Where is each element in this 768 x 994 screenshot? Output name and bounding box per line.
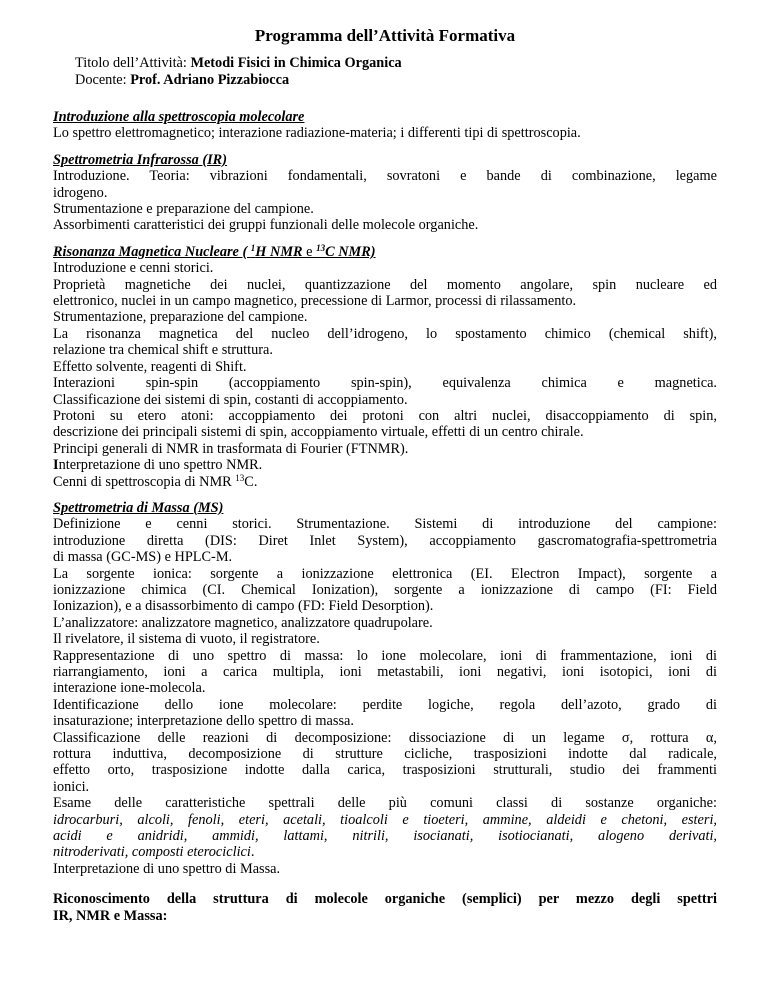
teacher-label: Docente: [75,72,131,88]
text-line: Definizione e cenni storici. Strumentazione. Sistemi di introduzione del campione: [53,516,717,533]
text-line: Proprietà magnetiche dei nuclei, quantizzazione del momento angolare, spin nucleare ed [53,276,717,293]
course-meta [75,55,402,89]
text-line: Effetto solvente, reagenti di Shift. [53,358,247,375]
text-line: Classificazione dei sistemi di spin, costanti di accoppiamento. [53,391,408,408]
section-heading [53,244,717,260]
text-line [53,457,717,473]
text-line: relazione tra chemical shift e struttura. [53,342,273,359]
text-line: interazione ione-molecola. [53,680,206,697]
heading-part: Risonanza Magnetica Nucleare ( [53,243,251,260]
text-line: rottura induttiva, decomposizione di strutture cicliche, trasposizioni indotte dal radicale, [53,746,717,763]
text-line: Identificazione dello ione molecolare: perdite logiche, regola dell’azoto, grado di [53,696,717,713]
text-part: Cenni di spettroscopia di NMR [53,473,236,490]
course-title-label: Titolo dell’Attività: [75,55,191,71]
text-line: insaturazione; interpretazione dello spettro di massa. [53,713,354,730]
text-line: Strumentazione e preparazione del campione. [53,201,314,218]
heading-part: C NMR) [325,243,376,260]
superscript: 13 [316,242,326,253]
text-line: Interpretazione di uno spettro di Massa. [53,860,281,877]
text-part: C. [244,473,258,490]
text-line: Esame delle caratteristiche spettrali delle più comuni classi di sostanze organiche: [53,795,717,812]
text-line: La sorgente ionica: sorgente a ionizzazione elettronica (EI. Electron Impact), sorgente a [53,565,717,582]
text-part: nitroderivati, composti eterociclici [53,844,251,861]
text-line: Strumentazione, preparazione del campione. [53,309,308,326]
text-line: idrocarburi, alcoli, fenoli, eteri, acetali, tioalcoli e tioeteri, ammine, aldeidi e chetoni, esteri, [53,811,717,828]
text-line: di massa (GC-MS) e HPLC-M. [53,549,233,566]
text-line: Introduzione e cenni storici. [53,260,214,277]
text-line: Ionizazion), e a disassorbimento di campo (FD: Field Desorption). [53,598,434,615]
text-line: Principi generali di NMR in trasformata di Fourier (FTNMR). [53,440,409,457]
text-line: idrogeno. [53,184,108,201]
superscript: 1 [250,242,256,253]
text-line: Protoni su etero atoni: accoppiamento dei protoni con altri nuclei, disaccoppiamento di spin, [53,407,717,424]
text-line: ionici. [53,778,90,795]
section-heading: Introduzione alla spettroscopia molecolare [53,109,305,125]
section-ir [53,152,717,234]
text-line: Riconoscimento della struttura di molecole organiche (semplici) per mezzo degli spettri [53,891,717,908]
text-line: Rappresentazione di uno spettro di massa: lo ione molecolare, ioni di frammentazione, ioni di [53,647,717,664]
section-ms [53,500,717,877]
course-title-value: Metodi Fisici in Chimica Organica [190,55,402,71]
teacher-value: Prof. Adriano Pizzabiocca [130,72,290,88]
text-line: acidi e anidridi, ammidi, lattami, nitrili, isocianati, isotiocianati, alogeno derivati, [53,828,717,845]
text-line: Assorbimenti caratteristici dei gruppi funzionali delle molecole organiche. [53,217,479,234]
text-line: La risonanza magnetica del nucleo dell’idrogeno, lo spostamento chimico (chemical shift), [53,325,717,342]
text-line: Lo spettro elettromagnetico; interazione radiazione-materia; i differenti tipi di spettroscopia. [53,125,581,142]
text-line: effetto orto, trasposizione indotte dalla carica, trasposizioni strutturali, studio dei frammenti [53,762,717,779]
text-line: Il rivelatore, il sistema di vuoto, il registratore. [53,631,320,648]
text-line: L’analizzatore: analizzatore magnetico, analizzatore quadrupolare. [53,614,433,631]
text-part: . [250,844,255,861]
section-heading: Spettrometria di Massa (MS) [53,499,224,516]
page-title: Programma dell’Attività Formativa [254,26,516,45]
superscript: 13 [235,472,245,483]
text-line [53,844,717,860]
text-line [53,474,717,490]
heading-part: H NMR [255,243,303,260]
text-line: Introduzione. Teoria: vibrazioni fondamentali, sovratoni e bande di combinazione, legame [53,168,717,185]
text-line: descrizione dei principali sistemi di spin, accoppiamento virtuale, effetti di un centro chirale. [53,424,584,441]
text-line: IR, NMR e Massa: [53,907,168,924]
course-title-row [75,55,402,72]
text-line: elettronico, nuclei in un campo magnetico, precessione di Larmor, processi di rilassamento. [53,293,577,310]
text-line: ionizzazione chimica (CI. Chemical Ionization), sorgente a ionizzazione di campo (FI: Field [53,581,717,598]
teacher-row [75,72,402,89]
text-part: nterpretazione di uno spettro NMR. [58,457,263,474]
section-nmr [53,244,717,490]
text-line: Classificazione delle reazioni di decomposizione: dissociazione di un legame σ, rottura α, [53,729,717,746]
section-intro [53,109,717,142]
text-line: introduzione diretta (DIS: Diret Inlet System), accoppiamento gascromatografia-spettrometria [53,532,717,549]
heading-part: e [302,243,317,260]
program-sections [53,109,717,934]
section-final [53,891,717,924]
section-heading: Spettrometria Infrarossa (IR) [53,151,227,168]
text-line: riarrangiamento, ioni a carica multipla, ioni metastabili, ioni negativi, ioni isotopici, ioni di [53,664,717,680]
bold-initial: I [53,457,59,474]
text-line: Interazioni spin-spin (accoppiamento spin-spin), equivalenza chimica e magnetica. [53,375,717,392]
